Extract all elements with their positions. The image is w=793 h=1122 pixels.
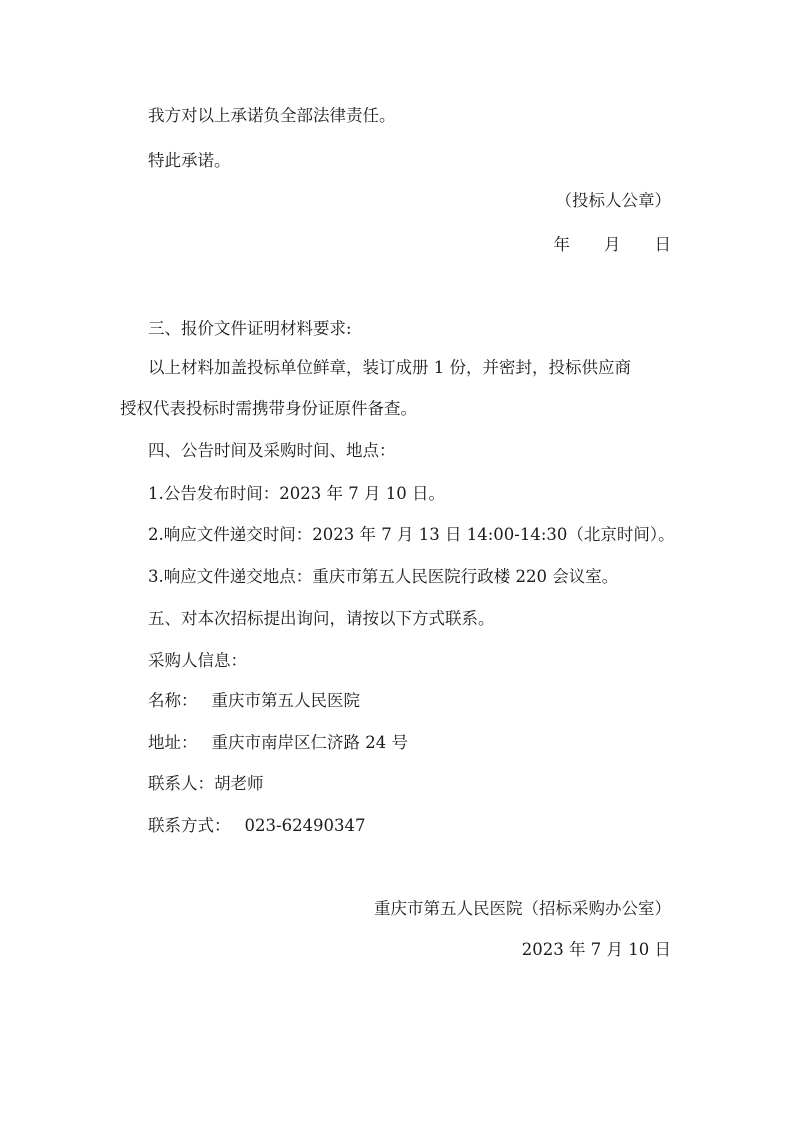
section-4-item-2: 2.响应文件递交时间：2023 年 7 月 13 日 14:00-14:30（北京时间）。 bbox=[148, 525, 675, 544]
commitment-paragraph-2: 特此承诺。 bbox=[148, 151, 231, 170]
buyer-name-label: 名称： bbox=[148, 691, 198, 710]
buyer-contact-person: 联系人：胡老师 bbox=[148, 774, 264, 793]
section-4-item-1: 1.公告发布时间：2023 年 7 月 10 日。 bbox=[148, 484, 445, 503]
signature-organization: 重庆市第五人民医院（招标采购办公室） bbox=[374, 899, 671, 918]
section-5-heading: 五、对本次招标提出询问，请按以下方式联系。 bbox=[148, 609, 495, 628]
buyer-info-heading: 采购人信息： bbox=[148, 651, 247, 670]
section-4-heading: 四、公告时间及采购时间、地点： bbox=[148, 441, 396, 460]
signature-date: 2023 年 7 月 10 日 bbox=[521, 940, 671, 959]
buyer-name-value: 重庆市第五人民医院 bbox=[211, 691, 360, 710]
date-month-label: 月 bbox=[604, 235, 621, 254]
date-year-label: 年 bbox=[553, 235, 570, 254]
buyer-address-row bbox=[148, 732, 408, 754]
section-4-item-3: 3.响应文件递交地点：重庆市第五人民医院行政楼 220 会议室。 bbox=[148, 567, 619, 586]
bidder-seal-label: （投标人公章） bbox=[555, 191, 671, 210]
section-3-paragraph-line-1: 以上材料加盖投标单位鲜章，装订成册 1 份，并密封，投标供应商 bbox=[148, 358, 631, 377]
buyer-phone-row bbox=[148, 815, 366, 837]
buyer-phone-value: 023-62490347 bbox=[244, 816, 366, 835]
date-day-label: 日 bbox=[654, 235, 671, 254]
buyer-name-row bbox=[148, 690, 360, 712]
section-3-heading: 三、报价文件证明材料要求: bbox=[148, 319, 352, 338]
buyer-phone-label: 联系方式： bbox=[148, 816, 231, 835]
commitment-date-blank bbox=[554, 234, 672, 256]
commitment-paragraph-1: 我方对以上承诺负全部法律责任。 bbox=[148, 106, 396, 125]
section-3-paragraph-line-2: 授权代表投标时需携带身份证原件备查。 bbox=[120, 399, 417, 418]
buyer-address-value: 重庆市南岸区仁济路 24 号 bbox=[211, 733, 408, 752]
buyer-address-label: 地址： bbox=[148, 733, 198, 752]
